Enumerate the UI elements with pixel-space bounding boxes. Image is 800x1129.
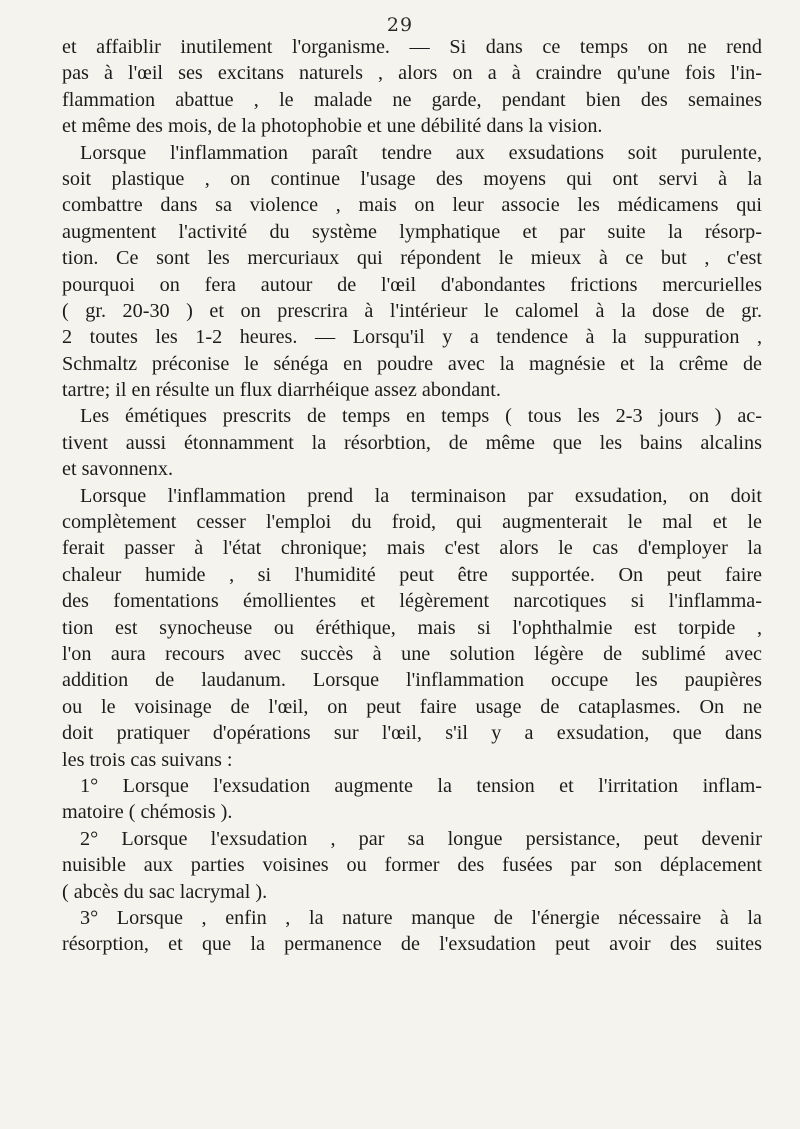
text-line: 2° Lorsque l'exsudation , par sa longue persistance, peut devenir (80, 827, 762, 850)
text-line: matoire ( chémosis ). (62, 801, 233, 824)
text-line: Lorsque l'inflammation paraît tendre aux exsudations soit purulente, (80, 141, 762, 164)
text-line: Lorsque l'inflammation prend la terminaison par exsudation, on doit (80, 484, 762, 507)
text-line: ( gr. 20-30 ) et on prescrira à l'intérieur le calomel à la dose de gr. (62, 299, 762, 322)
text-line: des fomentations émollientes et légèrement narcotiques si l'inflamma- (62, 590, 762, 613)
text-line: augmentent l'activité du système lymphatique et par suite la résorp- (62, 220, 762, 243)
text-line: complètement cesser l'emploi du froid, qui augmenterait le mal et le (62, 511, 762, 534)
text-line: et même des mois, de la photophobie et une débilité dans la vision. (62, 115, 603, 138)
text-line: 3° Lorsque , enfin , la nature manque de l'énergie nécessaire à la (80, 906, 762, 929)
text-line: flammation abattue , le malade ne garde, pendant bien des semaines (62, 88, 762, 111)
text-line: chaleur humide , si l'humidité peut être supportée. On peut faire (62, 563, 762, 586)
text-line: Schmaltz préconise le sénéga en poudre avec la magnésie et la crême de (62, 352, 762, 375)
text-line: et savonnenx. (62, 458, 174, 481)
text-line: combattre dans sa violence , mais on leur associe les médicamens qui (62, 194, 762, 217)
text-line: et affaiblir inutilement l'organisme. — Si dans ce temps on ne rend (62, 36, 762, 58)
text-line: tion est synocheuse ou éréthique, mais si l'ophthalmie est torpide , (62, 616, 762, 639)
text-line: 1° Lorsque l'exsudation augmente la tension et l'irritation inflam- (80, 774, 762, 797)
text-line: 2 toutes les 1-2 heures. — Lorsqu'il y a tendence à la suppuration , (62, 326, 762, 349)
text-line: doit pratiquer d'opérations sur l'œil, s'il y a exsudation, que dans (62, 722, 762, 745)
text-line: pas à l'œil ses excitans naturels , alors on a à craindre qu'une fois l'in- (62, 62, 762, 85)
text-line: addition de laudanum. Lorsque l'inflammation occupe les paupières (62, 669, 762, 692)
text-line: ou le voisinage de l'œil, on peut faire usage de cataplasmes. On ne (62, 695, 762, 718)
text-line: tivent aussi étonnamment la résorbtion, de même que les bains alcalins (62, 431, 762, 454)
text-line: Les émétiques prescrits de temps en temps ( tous les 2-3 jours ) ac- (80, 405, 762, 428)
text-line: tion. Ce sont les mercuriaux qui répondent le mieux à ce but , c'est (62, 247, 762, 270)
page-text (62, 34, 762, 958)
text-line: soit plastique , on continue l'usage des moyens qui ont servi à la (62, 167, 762, 190)
text-line: l'on aura recours avec succès à une solution légère de sublimé avec (62, 642, 762, 665)
text-line: ferait passer à l'état chronique; mais c'est alors le cas d'employer la (62, 537, 762, 560)
text-line: résorption, et que la permanence de l'exsudation peut avoir des suites (62, 933, 762, 956)
text-line: nuisible aux parties voisines ou former des fusées par son déplacement (62, 854, 762, 877)
page-number: 29 (386, 14, 414, 36)
text-line: tartre; il en résulte un flux diarrhéique assez abondant. (62, 379, 501, 402)
text-line: ( abcès du sac lacrymal ). (62, 880, 268, 903)
text-line: pourquoi on fera autour de l'œil d'abondantes frictions mercurielles (62, 273, 762, 296)
text-line: les trois cas suivans : (62, 748, 233, 771)
